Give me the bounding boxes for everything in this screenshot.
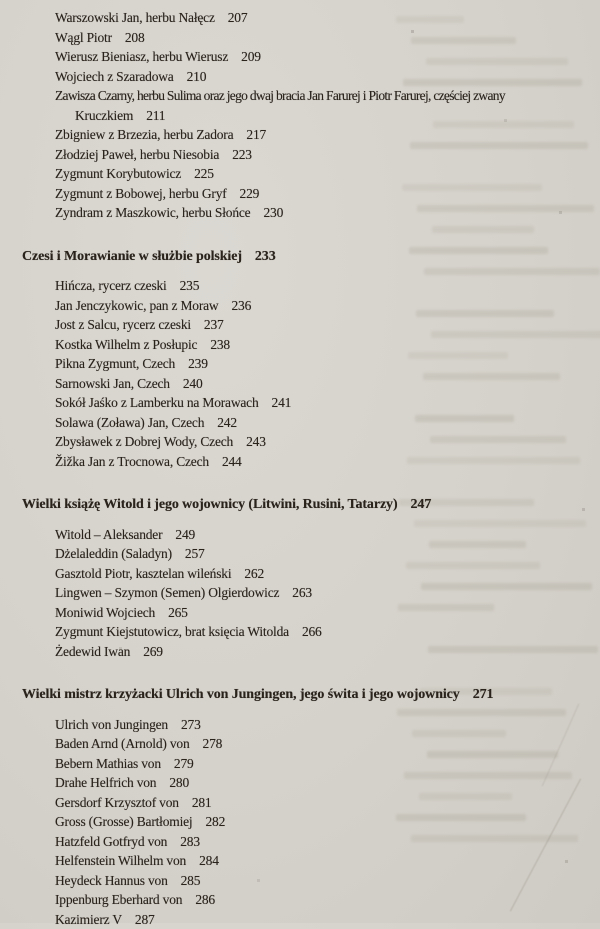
toc-entry [22, 184, 600, 204]
section-heading [22, 685, 600, 705]
toc-entry [22, 564, 600, 584]
toc-entry-page-number: 283 [180, 834, 200, 849]
section-heading-text: Wielki mistrz krzyżacki Ulrich von Jungingen, jego świta i jego wojownicy [22, 687, 460, 702]
toc-entry-page-number: 285 [181, 873, 201, 888]
toc-entry-text: Zawisza Czarny, herbu Sulima oraz jego dwaj bracia Jan Farurej i Piotr Farurej, częściej zwany [55, 86, 600, 106]
toc-entry-text: Żedewid Iwan [55, 644, 130, 659]
toc-entry-continuation: Kruczkiem [55, 108, 133, 123]
toc-entry [22, 812, 600, 832]
toc-entry-page-number: 235 [180, 278, 200, 293]
toc-entry [22, 335, 600, 355]
toc-entry-text: Jost z Salcu, rycerz czeski [55, 317, 191, 332]
toc-entry-text: Wojciech z Szaradowa [55, 69, 174, 84]
section-page-number: 271 [473, 687, 494, 702]
toc-entry-text: Pikna Zygmunt, Czech [55, 356, 175, 371]
toc-entry-page-number: 266 [302, 624, 322, 639]
toc-entry [22, 86, 600, 125]
toc-entry-page-number: 269 [143, 644, 163, 659]
toc-entry [22, 432, 600, 452]
toc-entry [22, 203, 600, 223]
toc-entry [22, 452, 600, 472]
toc-entry-text: Wierusz Bieniasz, herbu Wierusz [55, 49, 228, 64]
toc-entry-page-number: 243 [246, 434, 266, 449]
toc-entry-text: Solawa (Zoława) Jan, Czech [55, 415, 204, 430]
toc-entry-page-number: 282 [205, 814, 225, 829]
toc-entry-page-number: 211 [146, 108, 165, 123]
toc-entry-page-number: 210 [187, 69, 207, 84]
toc-entry-page-number: 279 [174, 756, 194, 771]
toc-entry [22, 296, 600, 316]
toc-entry-page-number: 236 [231, 298, 251, 313]
toc-entry-text: Kostka Wilhelm z Posłupic [55, 337, 197, 352]
toc-entry-page-number: 230 [263, 205, 283, 220]
toc-entry-page-number: 284 [199, 853, 219, 868]
section-heading [22, 495, 600, 515]
toc-entry [22, 145, 600, 165]
toc-entry [22, 754, 600, 774]
toc-entry-text: Gross (Grosse) Bartłomiej [55, 814, 192, 829]
toc-entry [22, 374, 600, 394]
toc-entry-page-number: 249 [175, 527, 195, 542]
toc-entry-text: Heydeck Hannus von [55, 873, 168, 888]
toc-entry-text: Zygmunt Korybutowicz [55, 166, 181, 181]
toc-entry [22, 393, 600, 413]
toc-entry-text: Moniwid Wojciech [55, 605, 155, 620]
toc-entry-text: Drahe Helfrich von [55, 775, 156, 790]
section-page-number: 233 [255, 249, 276, 264]
toc-entry-page-number: 240 [183, 376, 203, 391]
toc-entry-page-number: 239 [188, 356, 208, 371]
toc-entry-page-number: 257 [185, 546, 205, 561]
toc-entry [22, 315, 600, 335]
toc-entry-text: Helfenstein Wilhelm von [55, 853, 186, 868]
toc-entry-text: Gersdorf Krzysztof von [55, 795, 179, 810]
toc-entry-text: Ippenburg Eberhard von [55, 892, 182, 907]
toc-entry [22, 603, 600, 623]
toc-entry-page-number: 242 [217, 415, 237, 430]
toc-entry-page-number: 225 [194, 166, 214, 181]
toc-entry-page-number: 263 [292, 585, 312, 600]
toc-entry-text: Gasztold Piotr, kasztelan wileński [55, 566, 231, 581]
toc-entry-page-number: 262 [244, 566, 264, 581]
section-page-number: 247 [411, 497, 432, 512]
toc-entry [22, 47, 600, 67]
toc-entry-text: Warszowski Jan, herbu Nałęcz [55, 10, 215, 25]
toc-entry-text: Dżelaleddin (Saladyn) [55, 546, 172, 561]
toc-entry [22, 851, 600, 871]
toc-entry-page-number: 229 [240, 186, 260, 201]
toc-entry-text: Hatzfeld Gotfryd von [55, 834, 167, 849]
toc-entry-text: Ulrich von Jungingen [55, 717, 168, 732]
toc-entry-page-number: 265 [168, 605, 188, 620]
toc-entry [22, 642, 600, 662]
toc-entry-text: Zyndram z Maszkowic, herbu Słońce [55, 205, 250, 220]
toc-entry-text: Baden Arnd (Arnold) von [55, 736, 190, 751]
toc-entry-text: Zygmunt z Bobowej, herbu Gryf [55, 186, 227, 201]
toc-entry-page-number: 217 [246, 127, 266, 142]
toc-entry-page-number: 287 [135, 912, 155, 927]
toc-entry-text: Zygmunt Kiejstutowicz, brat księcia Witolda [55, 624, 289, 639]
toc-entry-text: Złodziej Paweł, herbu Niesobia [55, 147, 219, 162]
toc-entry [22, 544, 600, 564]
toc-entry [22, 890, 600, 910]
toc-entry-text: Zbigniew z Brzezia, herbu Zadora [55, 127, 233, 142]
toc-entry-text: Sarnowski Jan, Czech [55, 376, 170, 391]
toc-entry-text: Witold – Aleksander [55, 527, 162, 542]
toc-entry [22, 67, 600, 87]
toc-entry-text: Žižka Jan z Trocnowa, Czech [55, 454, 209, 469]
toc-entry [22, 413, 600, 433]
toc-entry-text: Lingwen – Szymon (Semen) Olgierdowicz [55, 585, 279, 600]
toc-entry-page-number: 238 [210, 337, 230, 352]
toc-entry [22, 832, 600, 852]
toc-entry [22, 583, 600, 603]
toc-entry-text: Sokół Jaśko z Lamberku na Morawach [55, 395, 259, 410]
toc-entry [22, 28, 600, 48]
toc-entry-page-number: 273 [181, 717, 201, 732]
toc-entry-text: Zbysławek z Dobrej Wody, Czech [55, 434, 233, 449]
toc-entry [22, 354, 600, 374]
toc-entry-page-number: 286 [195, 892, 215, 907]
toc-entry [22, 793, 600, 813]
section-heading [22, 247, 600, 267]
toc-entry [22, 910, 600, 929]
toc-entry-page-number: 223 [232, 147, 252, 162]
toc-entry-text: Hińcza, rycerz czeski [55, 278, 167, 293]
toc-entry [22, 715, 600, 735]
section-heading-text: Wielki książę Witold i jego wojownicy (Litwini, Rusini, Tatarzy) [22, 497, 398, 512]
toc-entry-page-number: 241 [272, 395, 292, 410]
toc-entry-text: Jan Jenczykowic, pan z Moraw [55, 298, 218, 313]
toc-entry-page-number: 237 [204, 317, 224, 332]
toc-entry-page-number: 209 [241, 49, 261, 64]
section-heading-text: Czesi i Morawianie w służbie polskiej [22, 249, 242, 264]
toc-entry-page-number: 207 [228, 10, 248, 25]
toc-entry-page-number: 244 [222, 454, 242, 469]
toc-entry [22, 871, 600, 891]
toc-entry [22, 773, 600, 793]
toc-entry-text: Bebern Mathias von [55, 756, 161, 771]
toc-entry [22, 125, 600, 145]
toc-entry [22, 734, 600, 754]
toc-entry-text: Kazimierz V [55, 912, 122, 927]
toc-entry-page-number: 280 [169, 775, 189, 790]
toc-entry-page-number: 208 [125, 30, 145, 45]
toc-entry-page-number: 278 [203, 736, 223, 751]
toc-entry [22, 8, 600, 28]
toc-entry-text: Wągl Piotr [55, 30, 112, 45]
toc-entry [22, 622, 600, 642]
toc-entry [22, 276, 600, 296]
toc-entry-page-number: 281 [192, 795, 212, 810]
toc-entry [22, 164, 600, 184]
toc-entry [22, 525, 600, 545]
